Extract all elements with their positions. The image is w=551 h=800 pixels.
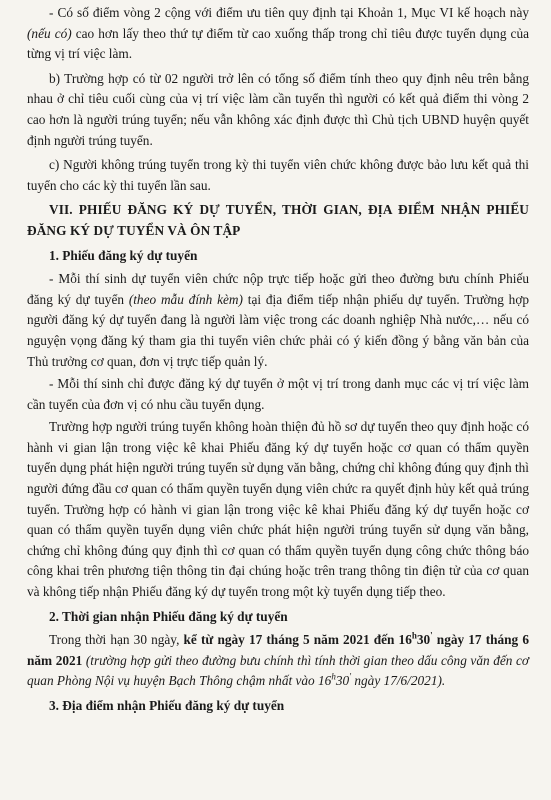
italic-text: (nếu có) (27, 25, 72, 41)
paragraph-one-position: - Mỗi thí sinh chỉ được đăng ký dự tuyển ở một vị trí trong danh mục các vị trí việc làm cần tuyển của đơn vị có nhu cầu tuyển dụng. (27, 376, 529, 412)
paragraph-no-reserve: c) Người không trúng tuyển trong kỳ thi tuyển viên chức không được bảo lưu kết quả thi tuyển cho các kỳ thi tuyển lần sau. (27, 157, 529, 193)
superscript: ' (349, 671, 352, 682)
subsection-heading-1: 1. Phiếu đăng ký dự tuyển (49, 247, 198, 263)
paragraph-time (27, 630, 529, 692)
italic-postal-note (27, 653, 529, 689)
text: - Mỗi thí sinh dự tuyển viên chức nộp trực tiếp hoặc gửi theo đường bưu chính Phiếu đăng ký dự tuyển (27, 271, 529, 307)
text: tại địa điểm tiếp nhận phiếu dự tuyển. Trường hợp người đăng ký dự tuyển đang là người làm việc trong các doanh nghiệp Nhà nước,… nếu có nguyện vọng đăng ký tham gia thi tuyển viên chức phải có ý kiến đồng ý bằng văn bản của Thủ trưởng cơ quan, đơn vị trực tiếp quản lý. (27, 291, 530, 369)
text: (trường hợp gửi theo đường bưu chính thì tính thời gian theo dấu công văn đến cơ quan Phòng Nội vụ huyện Bạch Thông chậm nhất vào 16 (27, 652, 529, 689)
italic-text: (theo mẫu đính kèm) (128, 291, 243, 307)
text: ngày 17/6/2021). (351, 673, 446, 689)
paragraph-fraud: Trường hợp người trúng tuyển không hoàn thiện đủ hồ sơ dự tuyển theo quy định hoặc có hành vi gian lận trong việc kê khai Phiếu đăng ký dự tuyển hoặc cơ quan có thẩm quyền tuyển dụng phát hiện người trúng tuyển sử dụng văn bằng, chứng chỉ không đúng quy định thì người đứng đầu cơ quan có thẩm quyền tuyển dụng viên chức ra quyết định hủy kết quả trúng tuyển. Trường hợp có hành vi gian lận trong việc kê khai Phiếu đăng ký dự tuyển hoặc cơ quan có thẩm quyền tuyển dụng viên chức phát hiện người trúng tuyển sử dụng văn bằng, chứng chỉ không đúng quy định thì cơ quan có thẩm quyền tuyển dụng công chức thông báo công khai trên phương tiện thông tin đại chúng hoặc trên trang thông tin điện tử của cơ quan và không tiếp nhận Phiếu đăng ký dự tuyển trong một kỳ tuyển dụng tiếp theo. (27, 419, 529, 600)
paragraph-tie-rule: b) Trường hợp có từ 02 người trở lên có tổng số điểm tính theo quy định nêu trên bằng nhau ở chỉ tiêu cuối cùng của vị trí việc làm cần tuyển thì người có kết quả điểm thi vòng 2 cao hơn là người trúng tuyển; nếu vẫn không xác định được thì Chủ tịch UBND huyện quyết định người trúng tuyển. (27, 70, 529, 148)
superscript: h (331, 671, 336, 682)
superscript: ' (430, 630, 433, 641)
paragraph-submission (27, 269, 529, 372)
text: cao hơn lấy theo thứ tự điểm từ cao xuống thấp trong chỉ tiêu được tuyển dụng của từng vị trí việc làm. (27, 25, 529, 62)
section-heading: VII. PHIẾU ĐĂNG KÝ DỰ TUYỂN, THỜI GIAN, ĐỊA ĐIỂM NHẬN PHIẾU ĐĂNG KÝ DỰ TUYỂN VÀ ÔN TẬP (27, 202, 529, 238)
paragraph-priority-score (27, 3, 529, 65)
subsection-heading-3: 3. Địa điểm nhận Phiếu đăng ký dự tuyển (49, 698, 285, 713)
text: ngày 17 tháng 6 năm 2021 (27, 632, 529, 668)
text: - Có số điểm vòng 2 cộng với điểm ưu tiên quy định tại Khoản 1, Mục VI kế hoạch này (49, 5, 529, 20)
superscript: h (411, 630, 417, 641)
subsection-heading-2: 2. Thời gian nhận Phiếu đăng ký dự tuyển (49, 608, 288, 624)
text: kể từ ngày 17 tháng 5 năm 2021 đến 16 (183, 632, 412, 648)
text: 30 (416, 632, 431, 648)
text: Trong thời hạn 30 ngày, (49, 632, 184, 648)
text: 30 (335, 673, 350, 689)
